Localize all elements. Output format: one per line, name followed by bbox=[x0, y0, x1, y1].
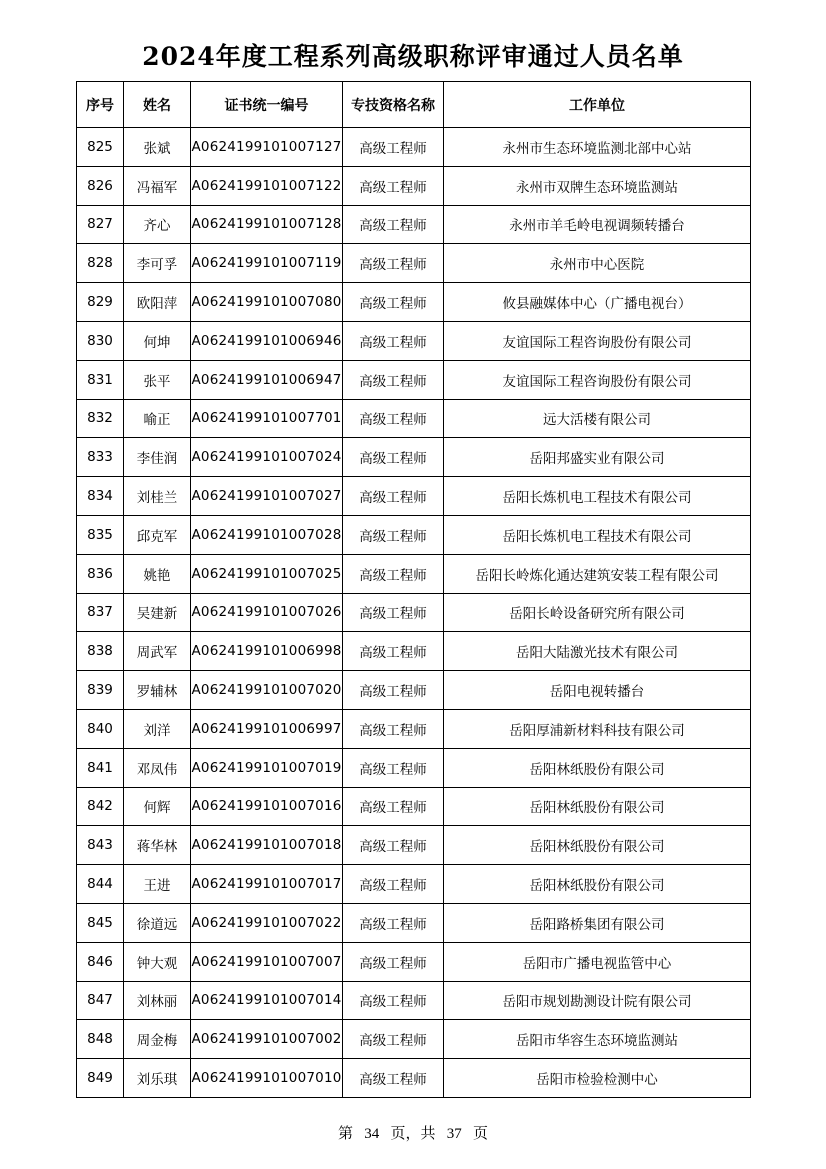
cell-cert: A0624199101007122 bbox=[191, 166, 343, 205]
cell-qual: 高级工程师 bbox=[343, 360, 444, 399]
cell-unit: 远大活楼有限公司 bbox=[444, 399, 751, 438]
cell-no: 845 bbox=[77, 903, 124, 942]
cell-unit: 岳阳林纸股份有限公司 bbox=[444, 826, 751, 865]
cell-no: 835 bbox=[77, 515, 124, 554]
cell-cert: A0624199101007017 bbox=[191, 865, 343, 904]
table-row bbox=[77, 205, 751, 244]
footer-prefix: 第 bbox=[337, 1126, 353, 1142]
table-header-row bbox=[77, 82, 751, 128]
table-row bbox=[77, 166, 751, 205]
cell-qual: 高级工程师 bbox=[343, 1020, 444, 1059]
cell-no: 839 bbox=[77, 671, 124, 710]
footer-suffix: 页 bbox=[473, 1126, 489, 1142]
cell-cert: A0624199101007119 bbox=[191, 244, 343, 283]
table-row bbox=[77, 632, 751, 671]
table-row bbox=[77, 515, 751, 554]
cell-unit: 岳阳路桥集团有限公司 bbox=[444, 903, 751, 942]
footer-total-pages: 37 bbox=[446, 1126, 462, 1142]
cell-unit: 友谊国际工程咨询股份有限公司 bbox=[444, 321, 751, 360]
cell-unit: 岳阳市检验检测中心 bbox=[444, 1059, 751, 1098]
cell-cert: A0624199101007010 bbox=[191, 1059, 343, 1098]
table-row bbox=[77, 321, 751, 360]
cell-no: 831 bbox=[77, 360, 124, 399]
cell-qual: 高级工程师 bbox=[343, 399, 444, 438]
cell-cert: A0624199101007128 bbox=[191, 205, 343, 244]
cell-qual: 高级工程师 bbox=[343, 515, 444, 554]
header-cert: 证书统一编号 bbox=[191, 82, 343, 128]
cell-unit: 岳阳邦盛实业有限公司 bbox=[444, 438, 751, 477]
cell-name: 张平 bbox=[124, 360, 191, 399]
table-row bbox=[77, 593, 751, 632]
cell-qual: 高级工程师 bbox=[343, 903, 444, 942]
cell-unit: 岳阳市广播电视监管中心 bbox=[444, 942, 751, 981]
cell-no: 849 bbox=[77, 1059, 124, 1098]
cell-unit: 岳阳长岭设备研究所有限公司 bbox=[444, 593, 751, 632]
table-row bbox=[77, 903, 751, 942]
cell-unit: 岳阳林纸股份有限公司 bbox=[444, 865, 751, 904]
cell-cert: A0624199101006947 bbox=[191, 360, 343, 399]
cell-qual: 高级工程师 bbox=[343, 593, 444, 632]
table-row bbox=[77, 554, 751, 593]
table-row bbox=[77, 438, 751, 477]
page-title: 2024年度工程系列高级职称评审通过人员名单 bbox=[142, 42, 684, 71]
cell-no: 829 bbox=[77, 283, 124, 322]
cell-name: 刘林丽 bbox=[124, 981, 191, 1020]
cell-cert: A0624199101007701 bbox=[191, 399, 343, 438]
table-row bbox=[77, 942, 751, 981]
table-row bbox=[77, 671, 751, 710]
cell-unit: 友谊国际工程咨询股份有限公司 bbox=[444, 360, 751, 399]
table-row bbox=[77, 477, 751, 516]
cell-qual: 高级工程师 bbox=[343, 205, 444, 244]
cell-name: 喻正 bbox=[124, 399, 191, 438]
cell-cert: A0624199101006946 bbox=[191, 321, 343, 360]
cell-cert: A0624199101007002 bbox=[191, 1020, 343, 1059]
cell-unit: 岳阳市规划勘测设计院有限公司 bbox=[444, 981, 751, 1020]
cell-qual: 高级工程师 bbox=[343, 787, 444, 826]
table-row bbox=[77, 360, 751, 399]
cell-name: 刘洋 bbox=[124, 709, 191, 748]
cell-cert: A0624199101007014 bbox=[191, 981, 343, 1020]
footer-mid: 页，共 bbox=[390, 1126, 436, 1142]
cell-name: 刘乐琪 bbox=[124, 1059, 191, 1098]
table-row bbox=[77, 981, 751, 1020]
cell-unit: 永州市中心医院 bbox=[444, 244, 751, 283]
cell-no: 844 bbox=[77, 865, 124, 904]
cell-name: 李可孚 bbox=[124, 244, 191, 283]
cell-no: 843 bbox=[77, 826, 124, 865]
cell-cert: A0624199101007016 bbox=[191, 787, 343, 826]
cell-no: 826 bbox=[77, 166, 124, 205]
roster-table bbox=[76, 81, 751, 1098]
table-row bbox=[77, 709, 751, 748]
cell-qual: 高级工程师 bbox=[343, 1059, 444, 1098]
header-no: 序号 bbox=[77, 82, 124, 128]
cell-name: 齐心 bbox=[124, 205, 191, 244]
table-row bbox=[77, 748, 751, 787]
cell-no: 828 bbox=[77, 244, 124, 283]
cell-unit: 岳阳林纸股份有限公司 bbox=[444, 787, 751, 826]
table-row bbox=[77, 399, 751, 438]
header-qual: 专技资格名称 bbox=[343, 82, 444, 128]
cell-qual: 高级工程师 bbox=[343, 709, 444, 748]
cell-name: 王进 bbox=[124, 865, 191, 904]
cell-qual: 高级工程师 bbox=[343, 554, 444, 593]
cell-qual: 高级工程师 bbox=[343, 166, 444, 205]
cell-qual: 高级工程师 bbox=[343, 942, 444, 981]
cell-cert: A0624199101007007 bbox=[191, 942, 343, 981]
cell-no: 825 bbox=[77, 128, 124, 167]
cell-no: 833 bbox=[77, 438, 124, 477]
table-row bbox=[77, 787, 751, 826]
cell-name: 罗辅林 bbox=[124, 671, 191, 710]
cell-cert: A0624199101007127 bbox=[191, 128, 343, 167]
table-row bbox=[77, 1059, 751, 1098]
cell-cert: A0624199101007028 bbox=[191, 515, 343, 554]
cell-cert: A0624199101007027 bbox=[191, 477, 343, 516]
cell-name: 钟大观 bbox=[124, 942, 191, 981]
cell-unit: 岳阳长炼机电工程技术有限公司 bbox=[444, 477, 751, 516]
cell-qual: 高级工程师 bbox=[343, 865, 444, 904]
cell-qual: 高级工程师 bbox=[343, 981, 444, 1020]
cell-cert: A0624199101007026 bbox=[191, 593, 343, 632]
cell-qual: 高级工程师 bbox=[343, 748, 444, 787]
cell-unit: 岳阳市华容生态环境监测站 bbox=[444, 1020, 751, 1059]
table-row bbox=[77, 128, 751, 167]
cell-name: 邓凤伟 bbox=[124, 748, 191, 787]
cell-name: 李佳润 bbox=[124, 438, 191, 477]
cell-unit: 岳阳厚浦新材料科技有限公司 bbox=[444, 709, 751, 748]
cell-no: 848 bbox=[77, 1020, 124, 1059]
cell-name: 周武军 bbox=[124, 632, 191, 671]
cell-qual: 高级工程师 bbox=[343, 632, 444, 671]
table-row bbox=[77, 865, 751, 904]
table-row bbox=[77, 826, 751, 865]
footer-page-number: 34 bbox=[364, 1126, 380, 1142]
cell-cert: A0624199101007080 bbox=[191, 283, 343, 322]
table-body bbox=[77, 128, 751, 1098]
cell-unit: 岳阳电视转播台 bbox=[444, 671, 751, 710]
table-row bbox=[77, 1020, 751, 1059]
cell-qual: 高级工程师 bbox=[343, 128, 444, 167]
cell-unit: 岳阳大陆激光技术有限公司 bbox=[444, 632, 751, 671]
cell-cert: A0624199101007018 bbox=[191, 826, 343, 865]
cell-name: 冯福军 bbox=[124, 166, 191, 205]
cell-cert: A0624199101007022 bbox=[191, 903, 343, 942]
table-row bbox=[77, 244, 751, 283]
cell-no: 827 bbox=[77, 205, 124, 244]
cell-cert: A0624199101007019 bbox=[191, 748, 343, 787]
page-footer bbox=[0, 1122, 826, 1143]
cell-no: 836 bbox=[77, 554, 124, 593]
cell-cert: A0624199101007024 bbox=[191, 438, 343, 477]
cell-name: 何辉 bbox=[124, 787, 191, 826]
cell-name: 周金梅 bbox=[124, 1020, 191, 1059]
cell-name: 吴建新 bbox=[124, 593, 191, 632]
table-row bbox=[77, 283, 751, 322]
cell-name: 刘桂兰 bbox=[124, 477, 191, 516]
header-name: 姓名 bbox=[124, 82, 191, 128]
cell-no: 832 bbox=[77, 399, 124, 438]
cell-name: 张斌 bbox=[124, 128, 191, 167]
cell-name: 蒋华林 bbox=[124, 826, 191, 865]
cell-qual: 高级工程师 bbox=[343, 826, 444, 865]
cell-no: 837 bbox=[77, 593, 124, 632]
cell-qual: 高级工程师 bbox=[343, 283, 444, 322]
cell-no: 841 bbox=[77, 748, 124, 787]
cell-name: 何坤 bbox=[124, 321, 191, 360]
cell-unit: 永州市双牌生态环境监测站 bbox=[444, 166, 751, 205]
cell-name: 姚艳 bbox=[124, 554, 191, 593]
cell-name: 徐道远 bbox=[124, 903, 191, 942]
cell-no: 842 bbox=[77, 787, 124, 826]
cell-cert: A0624199101006997 bbox=[191, 709, 343, 748]
cell-no: 830 bbox=[77, 321, 124, 360]
cell-qual: 高级工程师 bbox=[343, 477, 444, 516]
cell-no: 840 bbox=[77, 709, 124, 748]
cell-cert: A0624199101007020 bbox=[191, 671, 343, 710]
cell-name: 邱克军 bbox=[124, 515, 191, 554]
cell-cert: A0624199101007025 bbox=[191, 554, 343, 593]
cell-cert: A0624199101006998 bbox=[191, 632, 343, 671]
cell-unit: 岳阳长炼机电工程技术有限公司 bbox=[444, 515, 751, 554]
cell-unit: 永州市生态环境监测北部中心站 bbox=[444, 128, 751, 167]
cell-no: 834 bbox=[77, 477, 124, 516]
cell-no: 846 bbox=[77, 942, 124, 981]
header-unit: 工作单位 bbox=[444, 82, 751, 128]
cell-no: 847 bbox=[77, 981, 124, 1020]
cell-no: 838 bbox=[77, 632, 124, 671]
cell-name: 欧阳萍 bbox=[124, 283, 191, 322]
cell-unit: 岳阳林纸股份有限公司 bbox=[444, 748, 751, 787]
cell-unit: 岳阳长岭炼化通达建筑安装工程有限公司 bbox=[444, 554, 751, 593]
cell-qual: 高级工程师 bbox=[343, 321, 444, 360]
cell-unit: 攸县融媒体中心（广播电视台） bbox=[444, 283, 751, 322]
cell-qual: 高级工程师 bbox=[343, 671, 444, 710]
cell-qual: 高级工程师 bbox=[343, 244, 444, 283]
cell-unit: 永州市羊毛岭电视调频转播台 bbox=[444, 205, 751, 244]
cell-qual: 高级工程师 bbox=[343, 438, 444, 477]
